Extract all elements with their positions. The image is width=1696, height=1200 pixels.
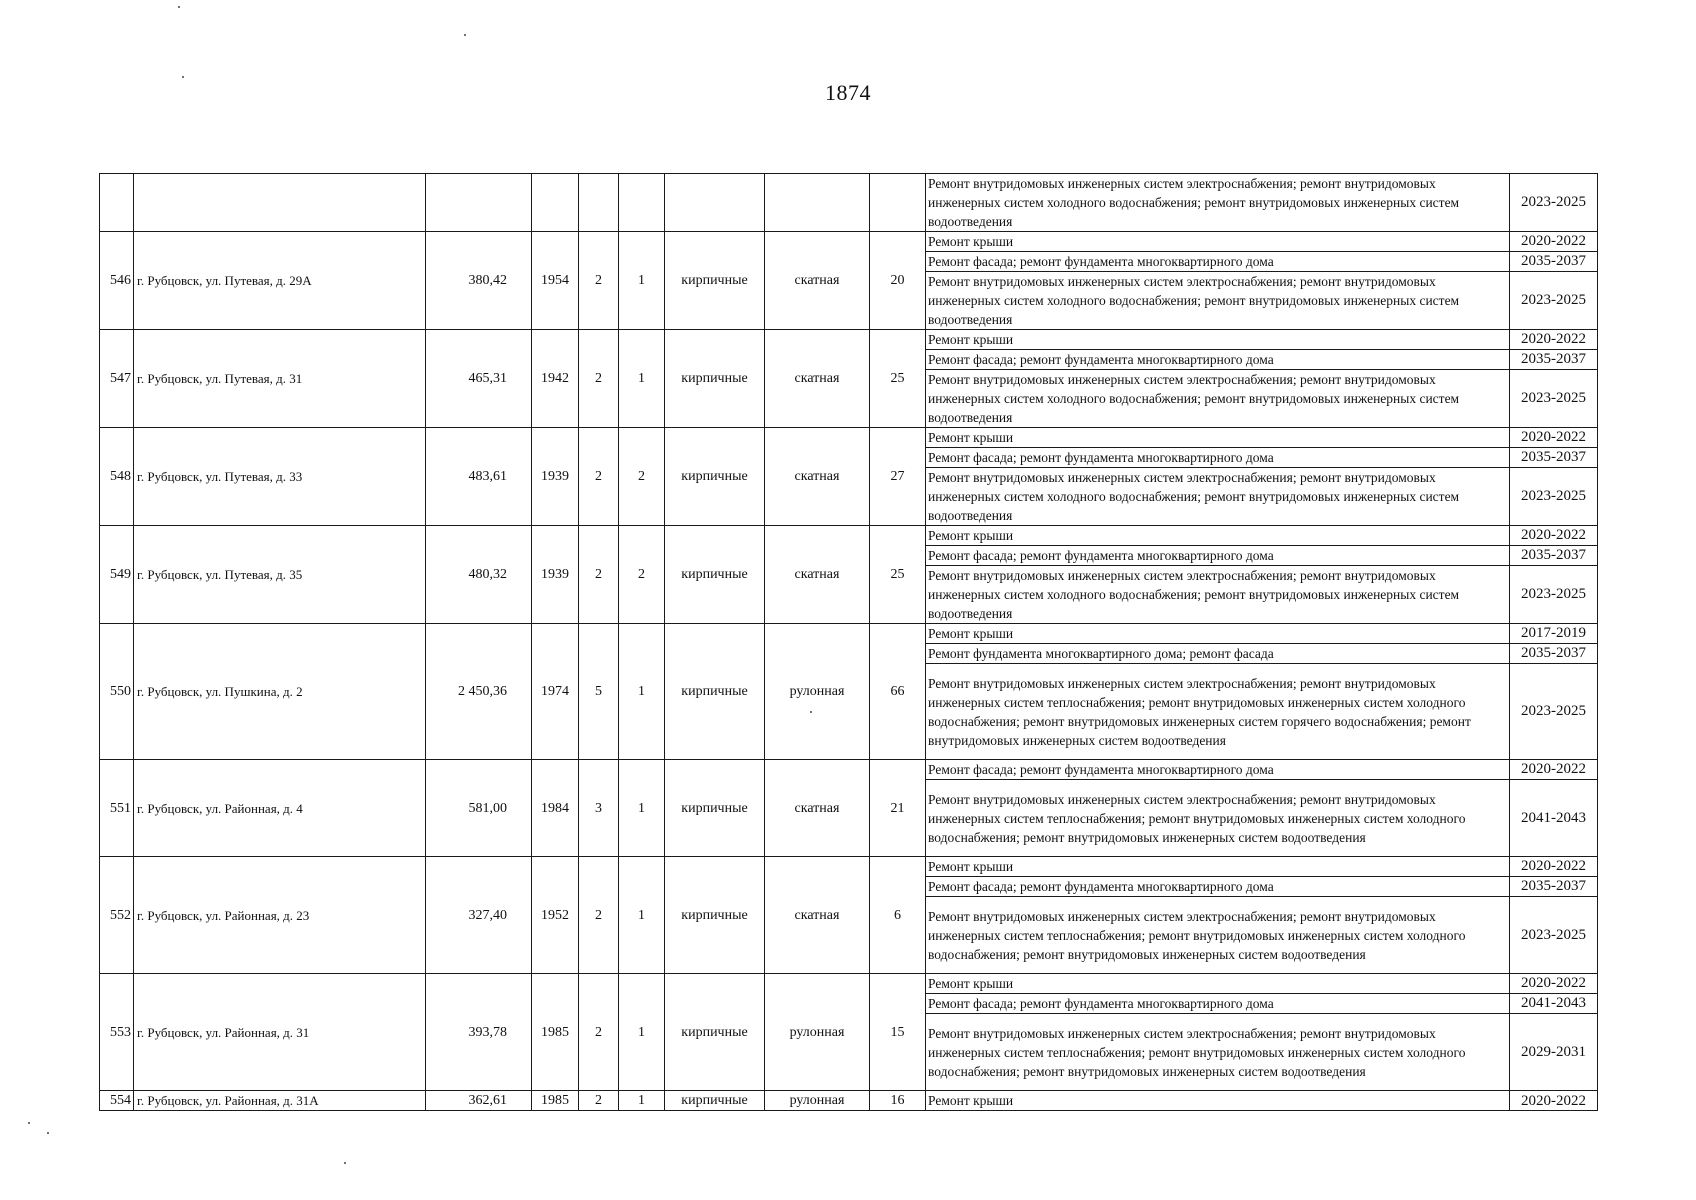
cell-year: 1985 [532,1091,579,1111]
cell-num [100,174,134,232]
cell-entrances: 1 [619,232,665,330]
cell-work-period: 2023-2025 [1510,468,1598,526]
cell-address: г. Рубцовск, ул. Районная, д. 23 [134,857,426,974]
cell-area: 480,32 [426,526,532,624]
cell-work-type: Ремонт внутридомовых инженерных систем электроснабжения; ремонт внутридомовых инженерных систем холодного водоснабжения; ремонт внутридомовых инженерных систем водоотведения [926,468,1510,526]
cell-year: 1985 [532,974,579,1091]
housing-repair-table [99,173,1598,1111]
cell-area: 327,40 [426,857,532,974]
housing-table-wrapper [99,173,1597,1111]
cell-num: 552 [100,857,134,974]
cell-floors: 2 [579,232,619,330]
table-row [100,1091,1598,1111]
cell-year: 1939 [532,428,579,526]
cell-work-period: 2020-2022 [1510,760,1598,780]
cell-area: 465,31 [426,330,532,428]
cell-work-period: 2020-2022 [1510,1091,1598,1111]
cell-work-type: Ремонт внутридомовых инженерных систем электроснабжения; ремонт внутридомовых инженерных систем холодного водоснабжения; ремонт внутридомовых инженерных систем водоотведения [926,272,1510,330]
table-row [100,857,1598,877]
table-row [100,330,1598,350]
cell-apartments: 27 [870,428,926,526]
cell-year: 1954 [532,232,579,330]
cell-roof: рулонная [765,974,870,1091]
cell-num: 548 [100,428,134,526]
scan-speck [182,76,184,78]
cell-apartments: 16 [870,1091,926,1111]
cell-num: 549 [100,526,134,624]
cell-floors: 3 [579,760,619,857]
cell-work-period: 2035-2037 [1510,877,1598,897]
table-row-continuation [100,174,1598,232]
cell-roof: скатная [765,760,870,857]
cell-entrances: 1 [619,330,665,428]
scan-speck [47,1132,49,1134]
cell-year: 1974 [532,624,579,760]
cell-apartments: 20 [870,232,926,330]
cell-work-type: Ремонт внутридомовых инженерных систем электроснабжения; ремонт внутридомовых инженерных систем холодного водоснабжения; ремонт внутридомовых инженерных систем водоотведения [926,370,1510,428]
scan-speck [344,1162,346,1164]
table-row [100,974,1598,994]
cell-work-period: 2023-2025 [1510,272,1598,330]
scan-speck [178,6,180,8]
cell-area: 581,00 [426,760,532,857]
cell-roof: скатная [765,526,870,624]
cell-walls: кирпичные [665,428,765,526]
cell-work-type: Ремонт крыши [926,330,1510,350]
cell-num: 547 [100,330,134,428]
cell-num: 553 [100,974,134,1091]
cell-floors: 2 [579,974,619,1091]
cell-apartments: 66 [870,624,926,760]
cell-address: г. Рубцовск, ул. Путевая, д. 35 [134,526,426,624]
cell-year: 1942 [532,330,579,428]
cell-walls: кирпичные [665,526,765,624]
cell-entrances: 2 [619,428,665,526]
cell-work-type: Ремонт крыши [926,428,1510,448]
cell-apartments [870,174,926,232]
cell-apartments: 15 [870,974,926,1091]
cell-floors: 2 [579,1091,619,1111]
cell-floors: 5 [579,624,619,760]
cell-walls [665,174,765,232]
cell-walls: кирпичные [665,232,765,330]
cell-work-type: Ремонт фасада; ремонт фундамента многоквартирного дома [926,877,1510,897]
cell-work-type: Ремонт крыши [926,232,1510,252]
cell-address: г. Рубцовск, ул. Районная, д. 31А [134,1091,426,1111]
cell-work-period: 2035-2037 [1510,252,1598,272]
page-number: 1874 [825,80,871,105]
cell-floors: 2 [579,857,619,974]
cell-area: 362,61 [426,1091,532,1111]
cell-work-period: 2017-2019 [1510,624,1598,644]
cell-apartments: 21 [870,760,926,857]
cell-year: 1952 [532,857,579,974]
cell-work-type: Ремонт крыши [926,974,1510,994]
cell-area: 483,61 [426,428,532,526]
cell-roof: рулонная [765,624,870,760]
cell-work-period: 2035-2037 [1510,644,1598,664]
cell-work-type: Ремонт внутридомовых инженерных систем электроснабжения; ремонт внутридомовых инженерных систем теплоснабжения; ремонт внутридомовых инженерных систем холодного водоснабжения; ремонт внутридомовых инженерных систем водоотведения [926,1014,1510,1091]
cell-work-period: 2023-2025 [1510,664,1598,760]
cell-work-period: 2020-2022 [1510,330,1598,350]
cell-entrances: 1 [619,760,665,857]
cell-entrances: 1 [619,624,665,760]
cell-year [532,174,579,232]
cell-address: г. Рубцовск, ул. Путевая, д. 31 [134,330,426,428]
cell-roof [765,174,870,232]
table-row [100,624,1598,644]
cell-work-type: Ремонт крыши [926,526,1510,546]
cell-work-period: 2023-2025 [1510,897,1598,974]
cell-area [426,174,532,232]
cell-work-type: Ремонт фасада; ремонт фундамента многоквартирного дома [926,252,1510,272]
cell-work-period: 2020-2022 [1510,428,1598,448]
cell-roof: скатная [765,232,870,330]
cell-work-type: Ремонт фасада; ремонт фундамента многоквартирного дома [926,448,1510,468]
cell-floors: 2 [579,330,619,428]
table-row [100,760,1598,780]
cell-num: 546 [100,232,134,330]
cell-area: 393,78 [426,974,532,1091]
cell-walls: кирпичные [665,760,765,857]
cell-work-type: Ремонт крыши [926,857,1510,877]
cell-roof: скатная [765,428,870,526]
scan-speck [28,1122,30,1124]
cell-work-period: 2023-2025 [1510,566,1598,624]
cell-work-period: 2020-2022 [1510,526,1598,546]
cell-work-period: 2041-2043 [1510,994,1598,1014]
cell-work-type: Ремонт фасада; ремонт фундамента многоквартирного дома [926,350,1510,370]
cell-area: 380,42 [426,232,532,330]
cell-work-period: 2020-2022 [1510,857,1598,877]
cell-address [134,174,426,232]
cell-roof: скатная [765,857,870,974]
cell-work-period: 2035-2037 [1510,448,1598,468]
cell-work-type: Ремонт фасада; ремонт фундамента многоквартирного дома [926,546,1510,566]
cell-year: 1984 [532,760,579,857]
cell-address: г. Рубцовск, ул. Районная, д. 4 [134,760,426,857]
cell-work-period: 2029-2031 [1510,1014,1598,1091]
cell-work-period: 2020-2022 [1510,974,1598,994]
cell-year: 1939 [532,526,579,624]
cell-work-period: 2035-2037 [1510,350,1598,370]
cell-num: 550 [100,624,134,760]
cell-apartments: 6 [870,857,926,974]
cell-area: 2 450,36 [426,624,532,760]
cell-walls: кирпичные [665,974,765,1091]
cell-work-type: Ремонт внутридомовых инженерных систем электроснабжения; ремонт внутридомовых инженерных систем холодного водоснабжения; ремонт внутридомовых инженерных систем водоотведения [926,566,1510,624]
cell-floors: 2 [579,428,619,526]
cell-num: 554 [100,1091,134,1111]
cell-entrances: 2 [619,526,665,624]
cell-roof: рулонная [765,1091,870,1111]
cell-work-type: Ремонт крыши [926,624,1510,644]
cell-work-type: Ремонт внутридомовых инженерных систем электроснабжения; ремонт внутридомовых инженерных систем теплоснабжения; ремонт внутридомовых инженерных систем холодного водоснабжения; ремонт внутридомовых инженерных систем водоотведения [926,780,1510,857]
cell-walls: кирпичные [665,330,765,428]
cell-apartments: 25 [870,330,926,428]
cell-work-type: Ремонт внутридомовых инженерных систем электроснабжения; ремонт внутридомовых инженерных систем холодного водоснабжения; ремонт внутридомовых инженерных систем водоотведения [926,174,1510,232]
table-row [100,526,1598,546]
cell-entrances: 1 [619,1091,665,1111]
cell-walls: кирпичные [665,1091,765,1111]
cell-address: г. Рубцовск, ул. Путевая, д. 33 [134,428,426,526]
cell-work-type: Ремонт фасада; ремонт фундамента многоквартирного дома [926,760,1510,780]
cell-work-type: Ремонт внутридомовых инженерных систем электроснабжения; ремонт внутридомовых инженерных систем теплоснабжения; ремонт внутридомовых инженерных систем холодного водоснабжения; ремонт внутридомовых инженерных систем водоотведения [926,897,1510,974]
table-row [100,428,1598,448]
cell-entrances: 1 [619,857,665,974]
cell-roof: скатная [765,330,870,428]
cell-work-type: Ремонт крыши [926,1091,1510,1111]
table-body [100,174,1598,1111]
cell-work-period: 2023-2025 [1510,174,1598,232]
cell-address: г. Рубцовск, ул. Пушкина, д. 2 [134,624,426,760]
cell-work-period: 2023-2025 [1510,370,1598,428]
table-row [100,232,1598,252]
cell-entrances: 1 [619,974,665,1091]
cell-work-type: Ремонт фундамента многоквартирного дома; ремонт фасада [926,644,1510,664]
cell-address: г. Рубцовск, ул. Путевая, д. 29А [134,232,426,330]
cell-work-period: 2041-2043 [1510,780,1598,857]
cell-work-type: Ремонт внутридомовых инженерных систем электроснабжения; ремонт внутридомовых инженерных систем теплоснабжения; ремонт внутридомовых инженерных систем холодного водоснабжения; ремонт внутридомовых инженерных систем горячего водоснабжения; ремонт внутридомовых инженерных систем водоотведения [926,664,1510,760]
scan-speck [464,34,466,36]
cell-entrances [619,174,665,232]
cell-walls: кирпичные [665,624,765,760]
cell-work-type: Ремонт фасада; ремонт фундамента многоквартирного дома [926,994,1510,1014]
cell-apartments: 25 [870,526,926,624]
cell-work-period: 2020-2022 [1510,232,1598,252]
cell-work-period: 2035-2037 [1510,546,1598,566]
cell-floors: 2 [579,526,619,624]
cell-num: 551 [100,760,134,857]
cell-walls: кирпичные [665,857,765,974]
cell-floors [579,174,619,232]
cell-address: г. Рубцовск, ул. Районная, д. 31 [134,974,426,1091]
